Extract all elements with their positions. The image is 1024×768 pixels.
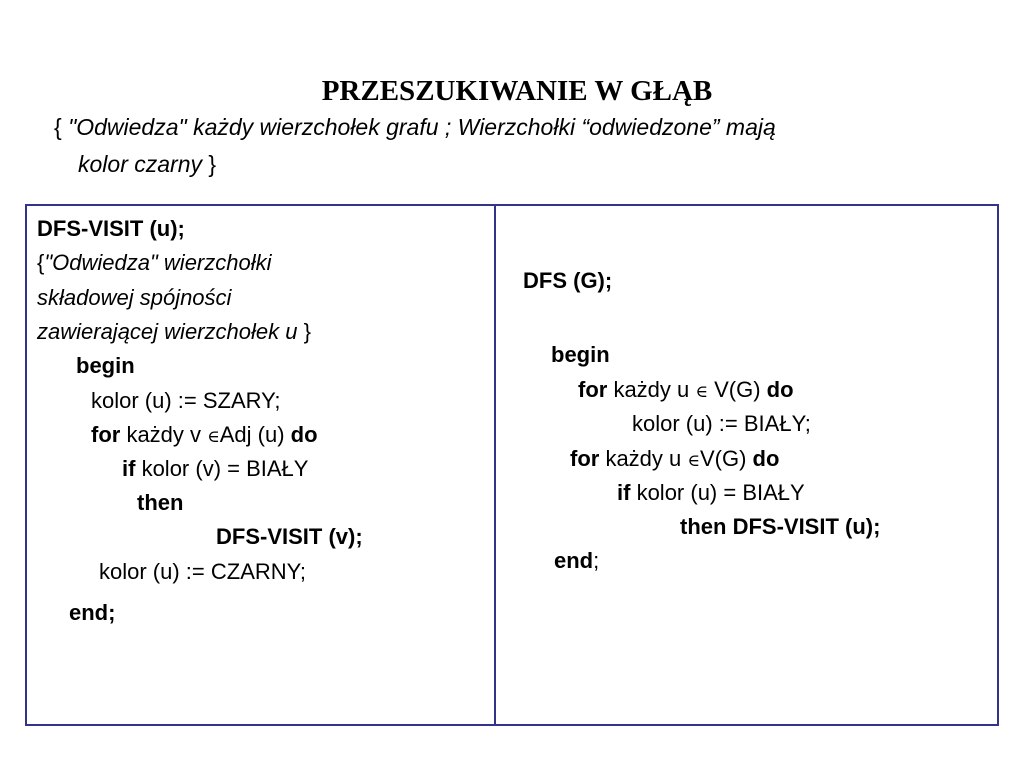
- comment-text-3: zawierającej wierzchołek u: [37, 319, 298, 344]
- for-set-2: V(G): [699, 446, 753, 471]
- subtitle-line-1: [54, 113, 776, 141]
- dfs-end-line: [554, 548, 599, 574]
- dfs-visit-for-line: [91, 422, 318, 450]
- end-keyword: end: [554, 548, 594, 573]
- if-keyword-dfs: if: [617, 480, 631, 505]
- for-text: każdy v: [120, 422, 208, 447]
- for-text-1: każdy u: [607, 377, 696, 402]
- element-of-symbol-1: ∈: [695, 382, 708, 402]
- dfs-header: DFS (G);: [523, 268, 613, 293]
- if-condition: kolor (v) = BIAŁY: [135, 456, 309, 481]
- comment-close-brace: }: [297, 319, 311, 344]
- dfs-visit-begin: begin: [76, 353, 135, 378]
- comment-open-brace: {: [37, 250, 45, 275]
- for-keyword-2: for: [570, 446, 600, 471]
- subtitle-close-brace: }: [201, 151, 217, 177]
- column-divider: [494, 204, 496, 726]
- dfs-if-line: [617, 480, 805, 506]
- end-semicolon: ;: [593, 548, 600, 573]
- element-of-symbol: ∈: [207, 427, 220, 447]
- subtitle-text-2: kolor czarny: [78, 151, 202, 177]
- subtitle-line-2: [78, 150, 216, 178]
- for-keyword-1: for: [578, 377, 608, 402]
- dfs-visit-if-line: [122, 456, 308, 482]
- assign-gray: kolor (u) := SZARY;: [91, 388, 281, 413]
- do-keyword-1: do: [766, 377, 794, 402]
- if-condition-dfs: kolor (u) = BIAŁY: [630, 480, 805, 505]
- dfs-visit-header: DFS-VISIT (u);: [37, 216, 185, 241]
- for-set: Adj (u): [219, 422, 291, 447]
- for-set-1: V(G): [707, 377, 767, 402]
- do-keyword-2: do: [752, 446, 780, 471]
- dfs-visit-end: end;: [69, 600, 116, 625]
- dfs-begin: begin: [551, 342, 610, 367]
- slide-title: PRZESZUKIWANIE W GŁĄB: [321, 75, 713, 107]
- dfs-visit-call: DFS-VISIT (u);: [726, 514, 881, 539]
- then-keyword: then: [137, 490, 184, 515]
- dfs-visit-comment-line-1: [37, 250, 272, 276]
- dfs-for-line-1: [578, 377, 794, 405]
- dfs-visit-comment-line-2: składowej spójności: [37, 285, 232, 310]
- then-keyword-dfs: then: [680, 514, 727, 539]
- subtitle-open-brace: {: [54, 114, 69, 140]
- dfs-then-line: [680, 514, 880, 540]
- dfs-for-line-2: [570, 446, 779, 474]
- subtitle-text-1: "Odwiedza" każdy wierzchołek grafu ; Wierzchołki “odwiedzone” mają: [68, 114, 776, 140]
- element-of-symbol-2: ∈: [687, 451, 700, 471]
- for-keyword: for: [91, 422, 121, 447]
- recursive-call: DFS-VISIT (v);: [216, 524, 363, 549]
- if-keyword: if: [122, 456, 136, 481]
- dfs-visit-comment-line-3: [37, 319, 311, 345]
- do-keyword: do: [290, 422, 318, 447]
- comment-text-1: "Odwiedza" wierzchołki: [44, 250, 272, 275]
- assign-black: kolor (u) := CZARNY;: [99, 559, 307, 584]
- for-text-2: każdy u: [599, 446, 688, 471]
- assign-white: kolor (u) := BIAŁY;: [632, 411, 811, 436]
